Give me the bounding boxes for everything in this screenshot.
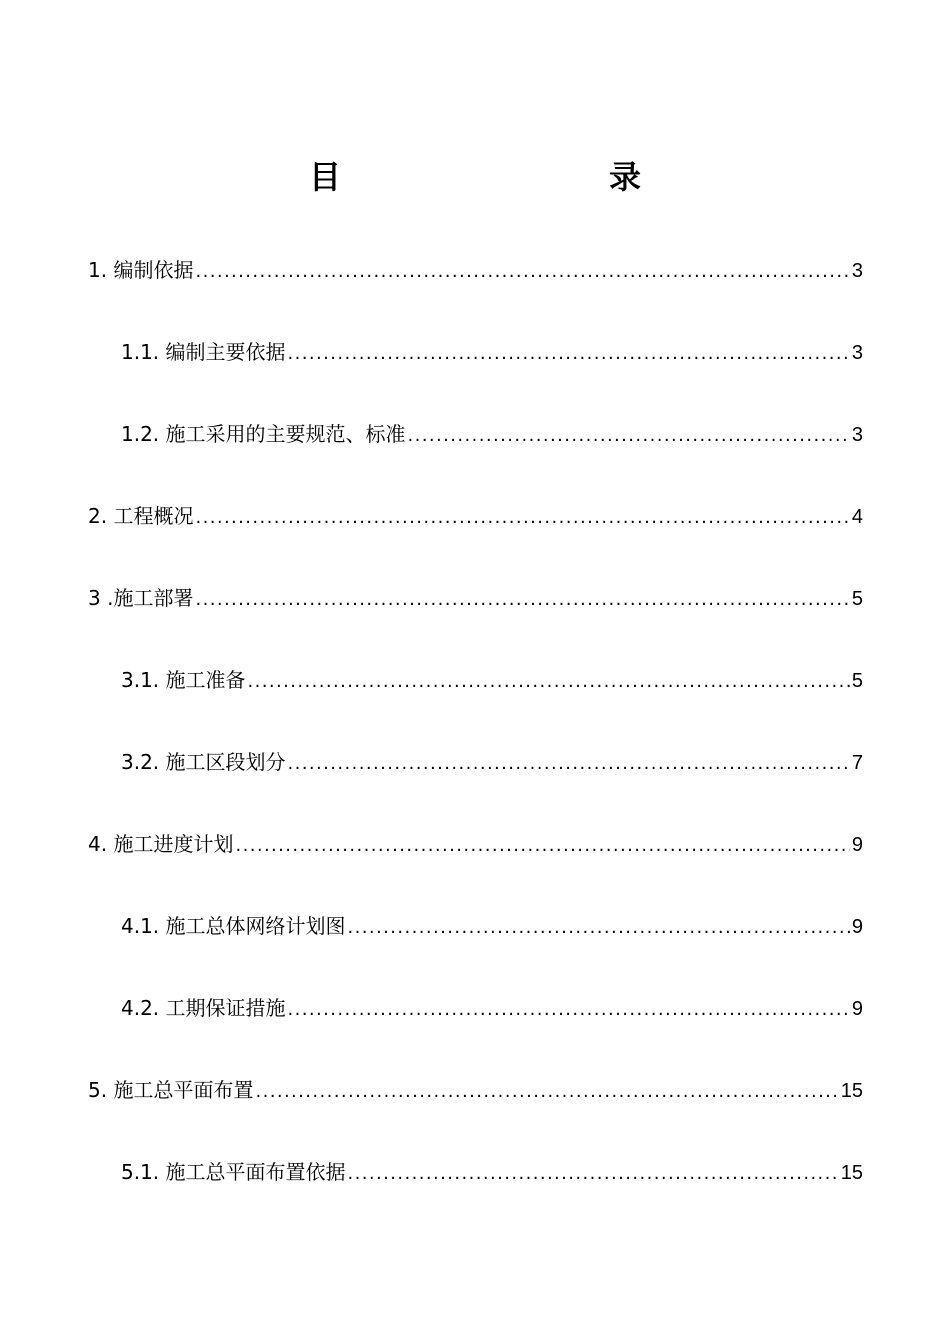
toc-page-number: 5	[851, 588, 863, 610]
toc-entry-label: 2. 工程概况	[88, 504, 194, 528]
toc-page-number: 3	[851, 260, 863, 282]
toc-dot-leader	[255, 1072, 838, 1112]
toc-page-number: 7	[851, 752, 863, 774]
toc-title: 目 录	[308, 158, 709, 196]
toc-entry-label: 3 .施工部署	[88, 586, 194, 610]
toc-dot-leader	[195, 252, 849, 292]
toc-dot-leader	[288, 334, 850, 374]
toc-entry-label: 5. 施工总平面布置	[88, 1078, 254, 1102]
toc-entry[interactable]	[121, 1152, 863, 1192]
toc-dot-leader	[408, 416, 850, 456]
toc-entry[interactable]	[88, 1070, 863, 1110]
toc-entry[interactable]	[121, 988, 863, 1028]
toc-dot-leader	[248, 662, 850, 702]
toc-entry[interactable]	[121, 660, 863, 700]
toc-entry-label: 1.2. 施工采用的主要规范、标准	[121, 422, 406, 446]
toc-dot-leader	[235, 826, 849, 866]
toc-dot-leader	[195, 498, 849, 538]
toc-dot-leader	[348, 908, 850, 948]
toc-dot-leader	[348, 1154, 839, 1194]
toc-entry[interactable]	[121, 906, 863, 946]
toc-entry[interactable]	[121, 742, 863, 782]
toc-page-number: 9	[851, 998, 863, 1020]
toc-dot-leader	[288, 744, 850, 784]
toc-entry-label: 4. 施工进度计划	[88, 832, 234, 856]
toc-entry[interactable]	[121, 332, 863, 372]
toc-page-number: 9	[851, 916, 863, 938]
toc-entry-label: 3.1. 施工准备	[121, 668, 246, 692]
toc-page-number: 3	[851, 424, 863, 446]
toc-entry[interactable]	[88, 250, 863, 290]
toc-entry-label: 1. 编制依据	[88, 258, 194, 282]
toc-entry-label: 3.2. 施工区段划分	[121, 750, 286, 774]
toc-entry-label: 5.1. 施工总平面布置依据	[121, 1160, 346, 1184]
toc-entry[interactable]	[88, 578, 863, 618]
toc-page-number: 15	[840, 1080, 863, 1102]
toc-page-number: 4	[851, 506, 863, 528]
toc-page-number: 3	[851, 342, 863, 364]
toc-dot-leader	[288, 990, 850, 1030]
toc-entry[interactable]	[88, 496, 863, 536]
toc-entry[interactable]	[121, 414, 863, 454]
toc-entry-label: 1.1. 编制主要依据	[121, 340, 286, 364]
toc-dot-leader	[195, 580, 849, 620]
toc-entry-label: 4.1. 施工总体网络计划图	[121, 914, 346, 938]
toc-entry-label: 4.2. 工期保证措施	[121, 996, 286, 1020]
toc-page-number: 15	[840, 1162, 863, 1184]
toc-page-number: 9	[851, 834, 863, 856]
toc-entry[interactable]	[88, 824, 863, 864]
toc-page-number: 5	[851, 670, 863, 692]
